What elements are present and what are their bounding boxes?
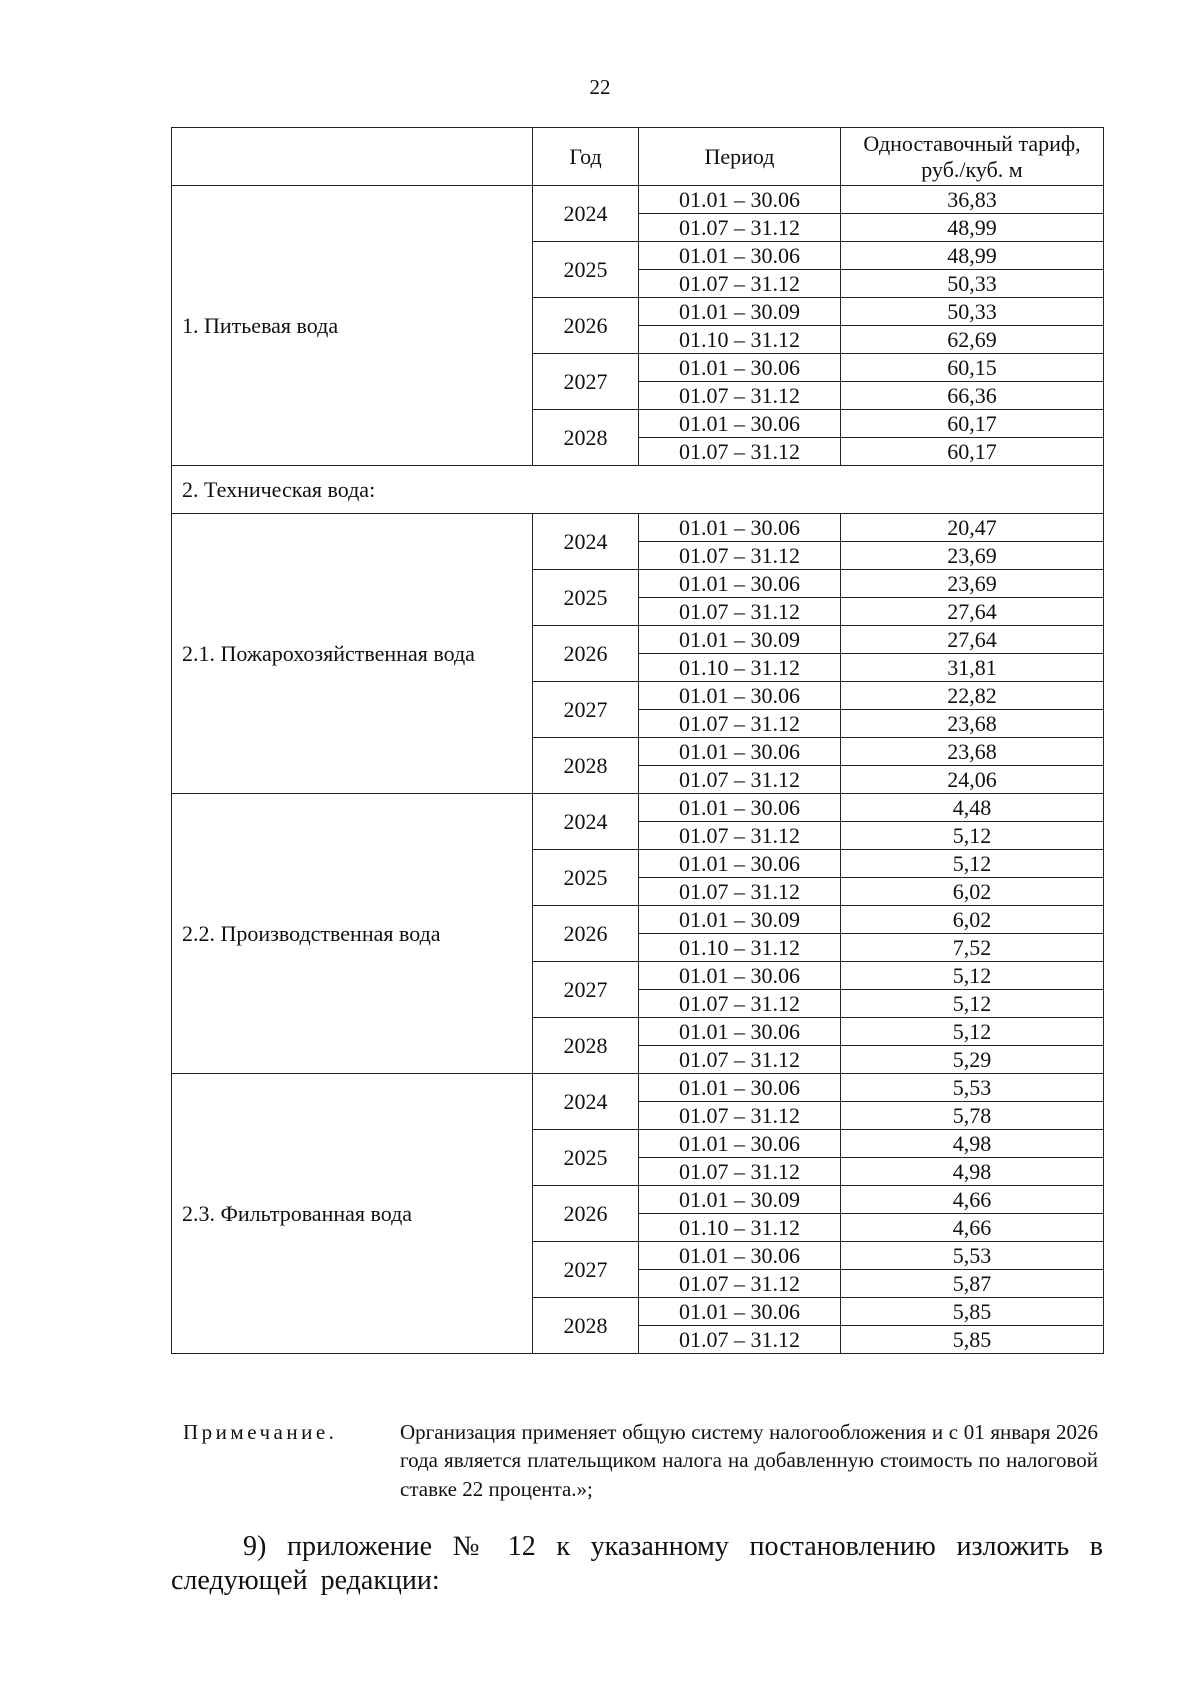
period-cell: 01.07 – 31.12	[639, 542, 841, 570]
period-cell: 01.07 – 31.12	[639, 990, 841, 1018]
tariff-cell: 5,12	[841, 962, 1104, 990]
table-row	[172, 514, 1104, 542]
period-cell: 01.07 – 31.12	[639, 822, 841, 850]
period-cell: 01.01 – 30.06	[639, 354, 841, 382]
year-cell: 2024	[533, 186, 639, 242]
period-cell: 01.01 – 30.09	[639, 626, 841, 654]
table-body	[172, 186, 1104, 1354]
period-cell: 01.01 – 30.06	[639, 682, 841, 710]
year-cell: 2026	[533, 1186, 639, 1242]
header-tariff-line1: Одноставочный тариф,	[863, 131, 1081, 157]
tariff-cell: 5,12	[841, 822, 1104, 850]
tariff-cell: 22,82	[841, 682, 1104, 710]
period-cell: 01.01 – 30.09	[639, 906, 841, 934]
year-cell: 2026	[533, 298, 639, 354]
year-cell: 2025	[533, 242, 639, 298]
section-heading-row	[172, 466, 1104, 514]
year-cell: 2028	[533, 1018, 639, 1074]
tariff-cell: 23,68	[841, 738, 1104, 766]
period-cell: 01.01 – 30.06	[639, 1074, 841, 1102]
period-cell: 01.07 – 31.12	[639, 1326, 841, 1354]
period-cell: 01.07 – 31.12	[639, 438, 841, 466]
tariff-cell: 5,87	[841, 1270, 1104, 1298]
tariff-cell: 5,12	[841, 1018, 1104, 1046]
tariff-cell: 23,68	[841, 710, 1104, 738]
period-cell: 01.01 – 30.06	[639, 1242, 841, 1270]
header-tariff-line2: руб./куб. м	[921, 156, 1023, 182]
tariff-cell: 6,02	[841, 878, 1104, 906]
tariff-cell: 7,52	[841, 934, 1104, 962]
period-cell: 01.10 – 31.12	[639, 1214, 841, 1242]
closing-paragraph: 9) приложение № 12 к указанному постановлению изложить в следующей редакции:	[171, 1531, 1103, 1596]
tariff-cell: 24,06	[841, 766, 1104, 794]
tariff-cell: 5,12	[841, 990, 1104, 1018]
tariff-cell: 5,12	[841, 850, 1104, 878]
tariff-cell: 23,69	[841, 570, 1104, 598]
tariff-cell: 5,85	[841, 1326, 1104, 1354]
tariff-cell: 4,66	[841, 1186, 1104, 1214]
tariff-table	[171, 127, 1104, 1354]
tariff-cell: 31,81	[841, 654, 1104, 682]
page-number: 22	[589, 75, 611, 99]
tariff-cell: 4,98	[841, 1158, 1104, 1186]
period-cell: 01.10 – 31.12	[639, 654, 841, 682]
header-name	[172, 128, 533, 186]
year-cell: 2024	[533, 794, 639, 850]
period-cell: 01.07 – 31.12	[639, 1270, 841, 1298]
tariff-cell: 4,66	[841, 1214, 1104, 1242]
tariff-cell: 36,83	[841, 186, 1104, 214]
period-cell: 01.01 – 30.06	[639, 1130, 841, 1158]
group-name: 2.3. Фильтрованная вода	[172, 1074, 533, 1354]
period-cell: 01.01 – 30.06	[639, 570, 841, 598]
tariff-cell: 5,78	[841, 1102, 1104, 1130]
tariff-cell: 60,17	[841, 410, 1104, 438]
tariff-cell: 5,53	[841, 1074, 1104, 1102]
tariff-cell: 5,29	[841, 1046, 1104, 1074]
table-row	[172, 1074, 1104, 1102]
period-cell: 01.07 – 31.12	[639, 1102, 841, 1130]
table-row	[172, 794, 1104, 822]
tariff-cell: 23,69	[841, 542, 1104, 570]
period-cell: 01.07 – 31.12	[639, 766, 841, 794]
note-label: Примечание.	[183, 1420, 338, 1444]
year-cell: 2024	[533, 1074, 639, 1130]
tariff-cell: 62,69	[841, 326, 1104, 354]
tariff-cell: 5,53	[841, 1242, 1104, 1270]
year-cell: 2025	[533, 850, 639, 906]
year-cell: 2026	[533, 626, 639, 682]
header-period: Период	[639, 128, 841, 186]
tariff-cell: 48,99	[841, 242, 1104, 270]
tariff-cell: 27,64	[841, 626, 1104, 654]
tariff-cell: 48,99	[841, 214, 1104, 242]
year-cell: 2026	[533, 906, 639, 962]
period-cell: 01.07 – 31.12	[639, 878, 841, 906]
tariff-cell: 6,02	[841, 906, 1104, 934]
period-cell: 01.01 – 30.06	[639, 962, 841, 990]
period-cell: 01.07 – 31.12	[639, 710, 841, 738]
period-cell: 01.07 – 31.12	[639, 214, 841, 242]
year-cell: 2028	[533, 410, 639, 466]
period-cell: 01.01 – 30.09	[639, 298, 841, 326]
year-cell: 2025	[533, 1130, 639, 1186]
period-cell: 01.01 – 30.06	[639, 514, 841, 542]
period-cell: 01.01 – 30.06	[639, 738, 841, 766]
period-cell: 01.01 – 30.06	[639, 794, 841, 822]
period-cell: 01.07 – 31.12	[639, 270, 841, 298]
year-cell: 2027	[533, 1242, 639, 1298]
tariff-cell: 27,64	[841, 598, 1104, 626]
tariff-cell: 4,48	[841, 794, 1104, 822]
year-cell: 2024	[533, 514, 639, 570]
group-name: 1. Питьевая вода	[172, 186, 533, 466]
group-name: 2.2. Производственная вода	[172, 794, 533, 1074]
year-cell: 2027	[533, 962, 639, 1018]
tariff-cell: 4,98	[841, 1130, 1104, 1158]
period-cell: 01.07 – 31.12	[639, 382, 841, 410]
header-tariff	[841, 128, 1104, 186]
period-cell: 01.01 – 30.06	[639, 850, 841, 878]
tariff-cell: 60,15	[841, 354, 1104, 382]
group-name: 2.1. Пожарохозяйственная вода	[172, 514, 533, 794]
note-text: Организация применяет общую систему налогообложения и с 01 января 2026 года является плательщиком налога на добавленную стоимость по налоговой ставке 22 процента.»;	[400, 1420, 1098, 1501]
period-cell: 01.01 – 30.06	[639, 1018, 841, 1046]
period-cell: 01.01 – 30.06	[639, 410, 841, 438]
period-cell: 01.01 – 30.09	[639, 1186, 841, 1214]
table-header-row	[172, 128, 1104, 186]
year-cell: 2025	[533, 570, 639, 626]
tariff-cell: 20,47	[841, 514, 1104, 542]
period-cell: 01.07 – 31.12	[639, 1158, 841, 1186]
year-cell: 2027	[533, 682, 639, 738]
period-cell: 01.07 – 31.12	[639, 1046, 841, 1074]
tariff-cell: 66,36	[841, 382, 1104, 410]
section-heading: 2. Техническая вода:	[172, 466, 1104, 514]
period-cell: 01.07 – 31.12	[639, 598, 841, 626]
period-cell: 01.10 – 31.12	[639, 326, 841, 354]
period-cell: 01.01 – 30.06	[639, 186, 841, 214]
period-cell: 01.10 – 31.12	[639, 934, 841, 962]
year-cell: 2028	[533, 738, 639, 794]
period-cell: 01.01 – 30.06	[639, 1298, 841, 1326]
year-cell: 2027	[533, 354, 639, 410]
tariff-cell: 50,33	[841, 298, 1104, 326]
period-cell: 01.01 – 30.06	[639, 242, 841, 270]
tariff-cell: 50,33	[841, 270, 1104, 298]
header-year: Год	[533, 128, 639, 186]
tariff-cell: 60,17	[841, 438, 1104, 466]
table-row	[172, 186, 1104, 214]
tariff-cell: 5,85	[841, 1298, 1104, 1326]
year-cell: 2028	[533, 1298, 639, 1354]
